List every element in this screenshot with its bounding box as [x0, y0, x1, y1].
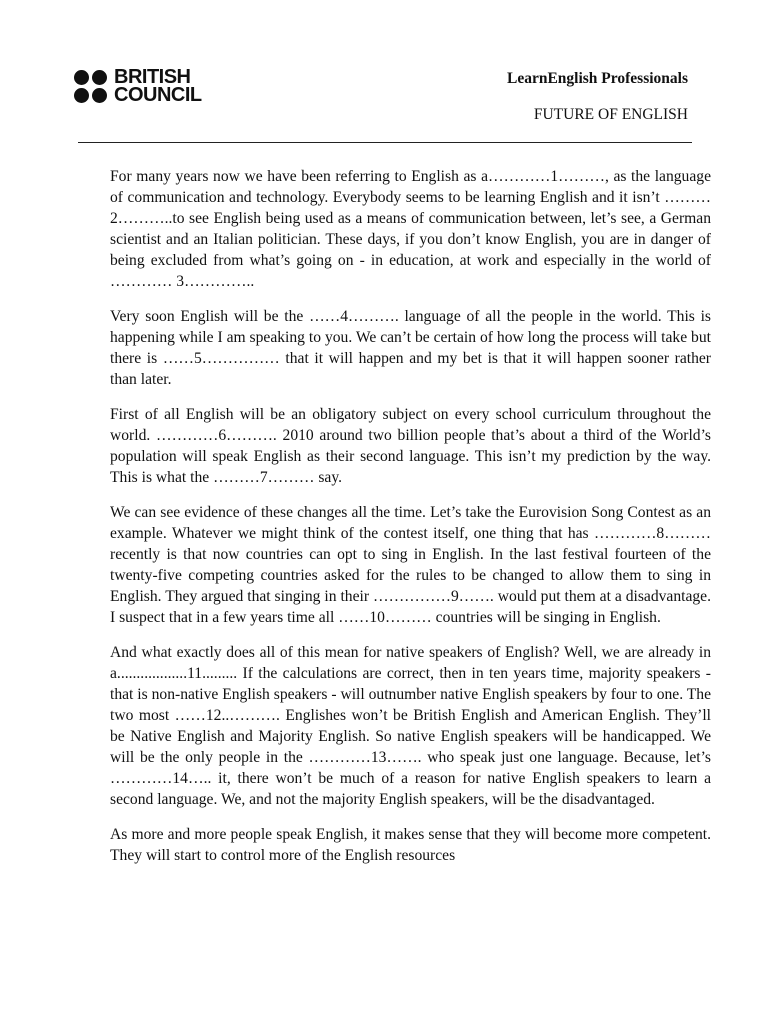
logo-dot	[74, 70, 89, 85]
logo-line-council: COUNCIL	[114, 84, 202, 106]
document-header	[507, 70, 688, 124]
logo-line-british: BRITISH	[114, 66, 191, 88]
paragraph-6: As more and more people speak English, it makes sense that they will become more competent. They will start to control more of the English resources	[110, 826, 711, 864]
header-divider	[78, 142, 692, 143]
paragraph-5: And what exactly does all of this mean for native speakers of English? Well, we are already in a..................11......... If the calculations are correct, then in ten years time, majority speakers - that is non-native English speakers - will outnumber native English speakers by four to one. The two most ……12..………. Englishes won’t be British English and American English. They’ll be Native English and Majority English. So native English speakers will be handicapped. We will be the only people in the …………13……. who speak just one language. Because, let’s …………14….. it, there won’t be much of a reason for native English speakers to learn a second language. We, and not the majority English speakers, will be the disadvantaged.	[110, 644, 711, 808]
paragraph-3: First of all English will be an obligatory subject on every school curriculum throughout the world. …………6………. 2010 around two billion people that’s about a third of the World’s population will speak English as their second language. This isn’t my prediction by the way. This is what the ………7……… say.	[110, 406, 711, 486]
logo-dot	[92, 88, 107, 103]
logo-dots-icon	[74, 70, 107, 103]
paragraph-1: For many years now we have been referring to English as a…………1………, as the language of communication and technology. Everybody seems to be learning English and it isn’t ………2………..to see English being used as a means of communication between, let’s see, a German scientist and an Italian politician. These days, if you don’t know English, you are in danger of being excluded from what’s going on - in education, at work and especially in the world of ………… 3…………..	[110, 168, 711, 290]
paragraph-4: We can see evidence of these changes all the time. Let’s take the Eurovision Song Contest as an example. Whatever we might think of the contest itself, one thing that has …………8……… recently is that now countries can opt to sing in English. In the last festival fourteen of the twenty-five competing countries asked for the rules to be changed to allow them to sing in English. They argued that singing in their ……………9……. would put them at a disadvantage. I suspect that in a few years time all ……10……… countries will be singing in English.	[110, 504, 711, 626]
logo-dot	[92, 70, 107, 85]
document-body	[110, 166, 711, 880]
header-subtitle: FUTURE OF ENGLISH	[533, 106, 688, 123]
british-council-logo	[74, 68, 202, 104]
paragraph-2: Very soon English will be the ……4………. language of all the people in the world. This is happening while I am speaking to you. We can’t be certain of how long the process will take but there is ……5…………… that it will happen and my bet is that it will happen sooner rather than later.	[110, 308, 711, 388]
logo-dot	[74, 88, 89, 103]
logo-wordmark	[114, 68, 202, 104]
header-title: LearnEnglish Professionals	[506, 70, 688, 87]
